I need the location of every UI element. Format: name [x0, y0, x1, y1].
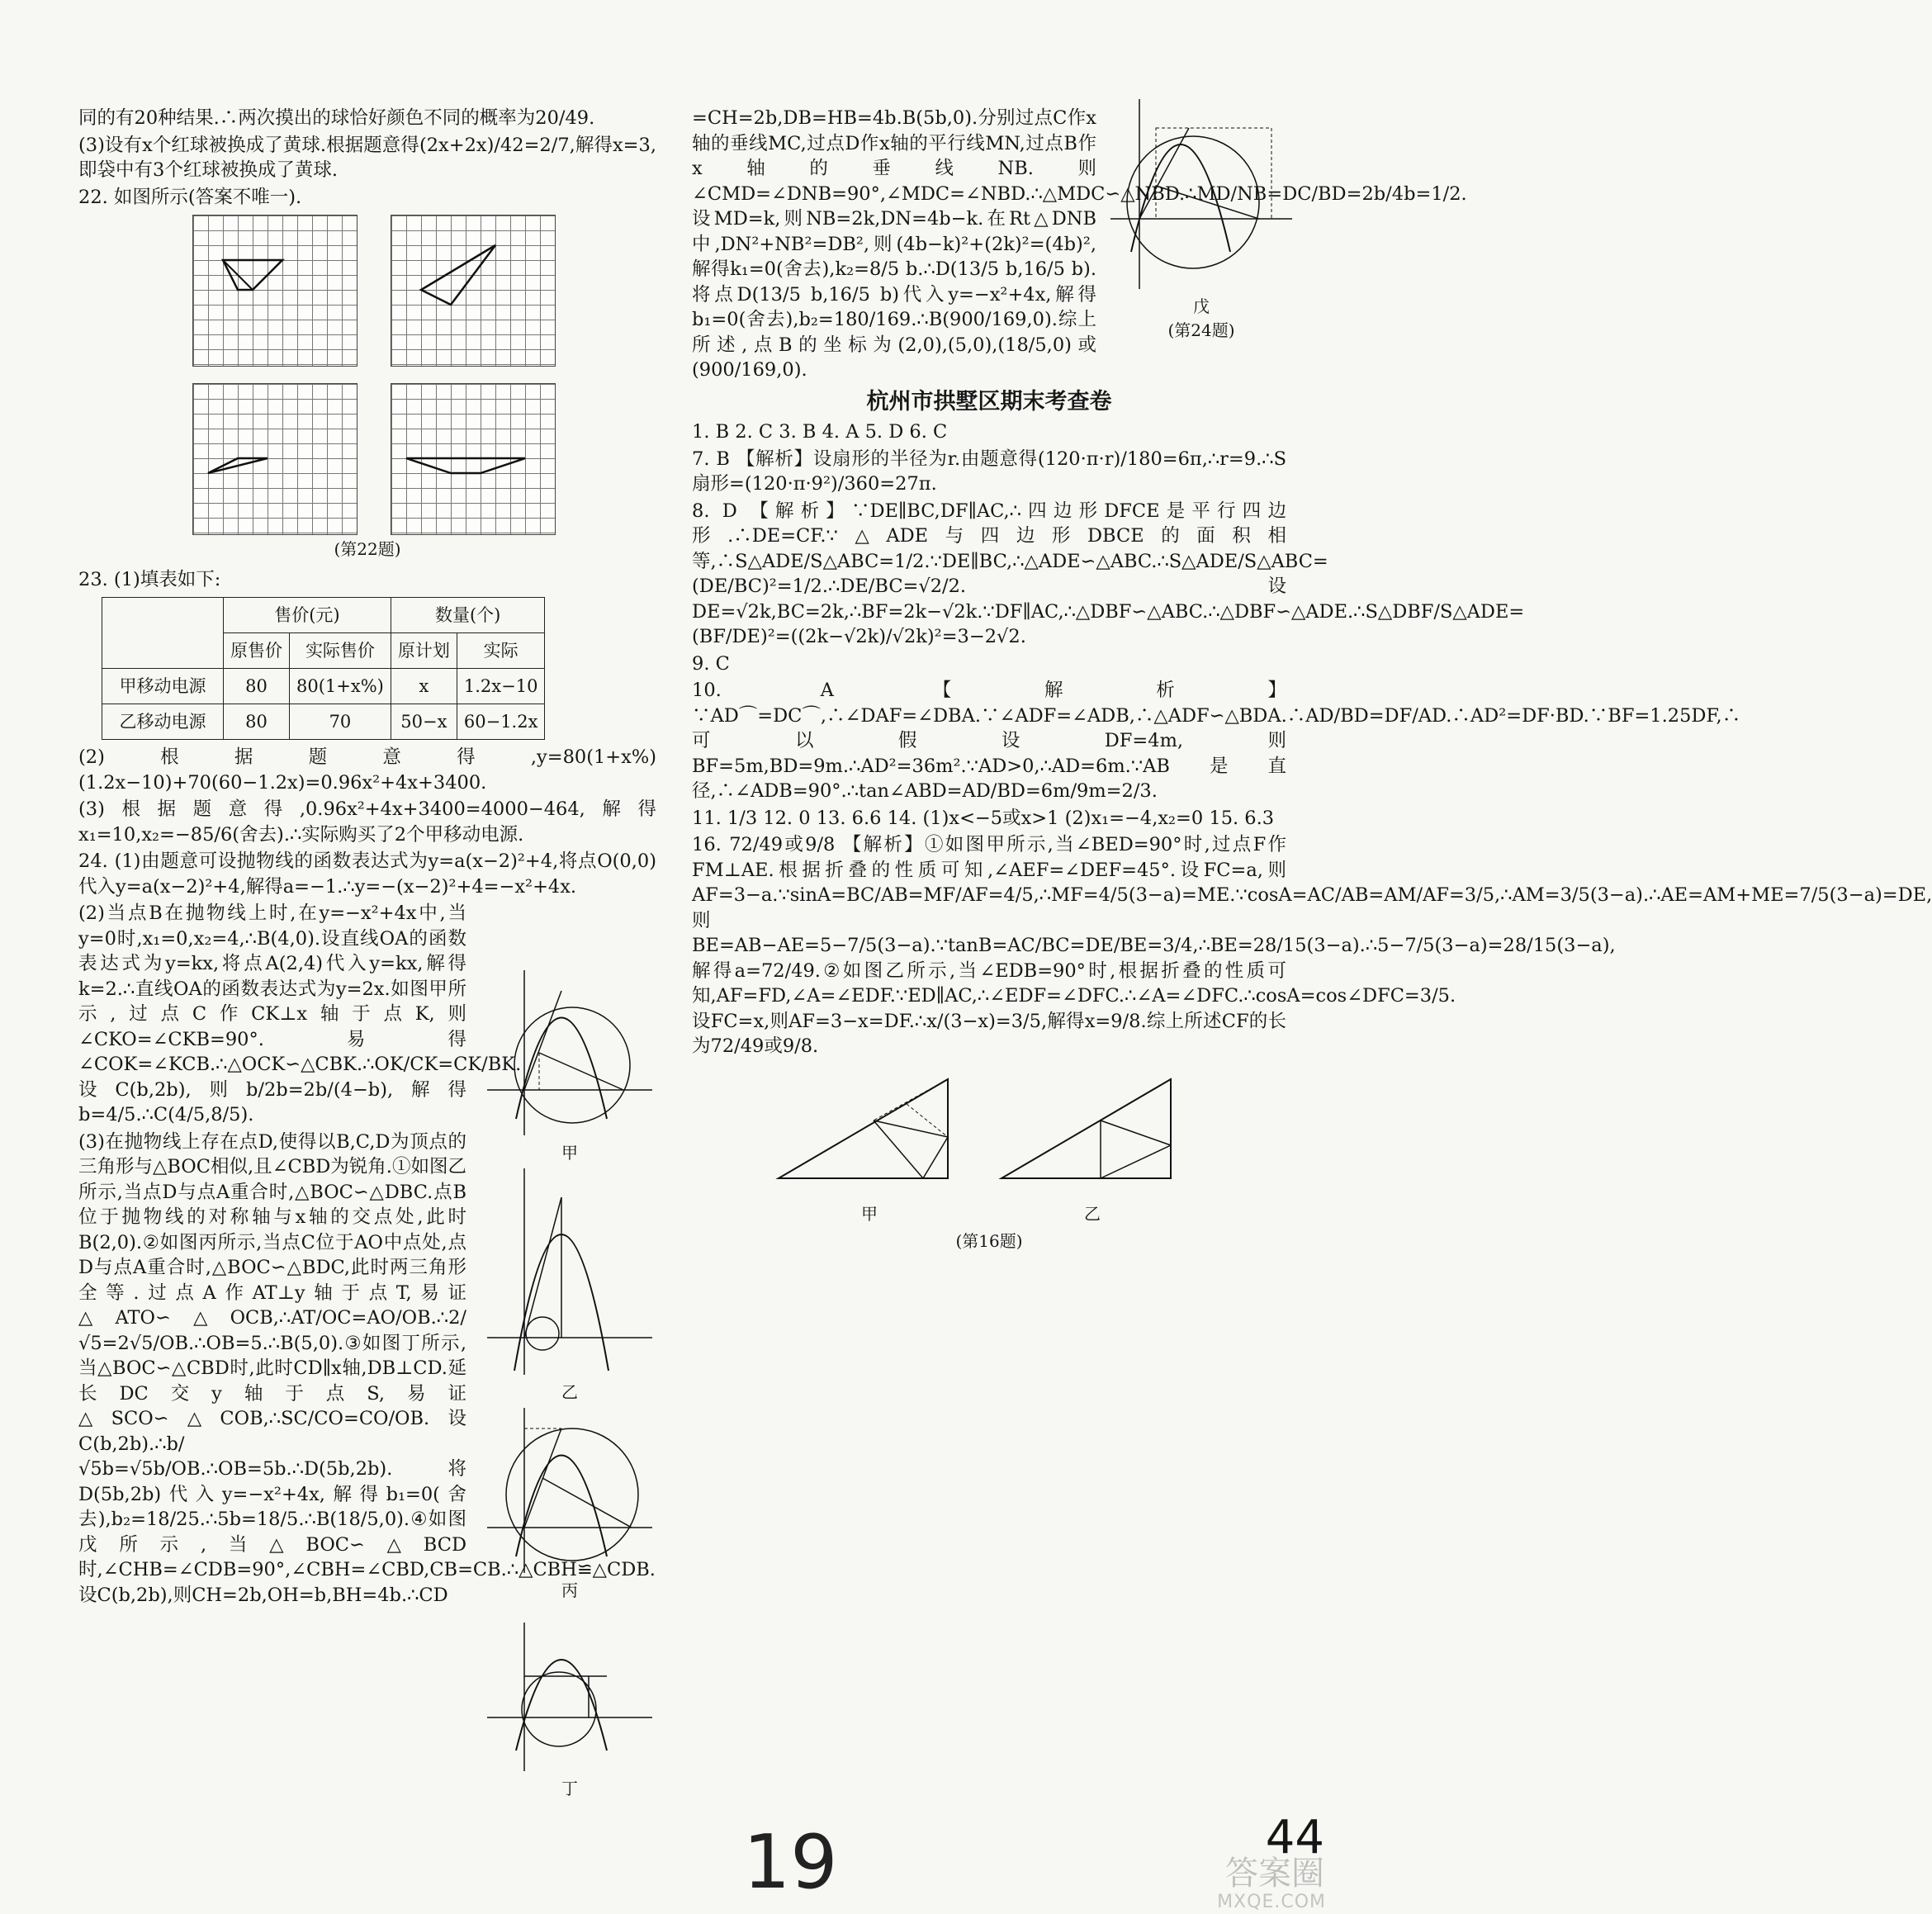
paragraph: (3)在抛物线上存在点D,使得以B,C,D为顶点的三角形与△BOC相似,且∠CBD为锐角.①如图乙所示,当点D与点A重合时,△BOC∽△DBC.点B位于抛物线的对称轴与x轴的交点处,此时B(2,0).②如图丙所示,当点C位于AO中点处,点D与点A重合时,△BOC∽△BDC,此时两三角形全等.过点A作AT⊥y轴于点T,易证△ATO∽△OCB,∴AT/OC=AO/OB.∴2/√5=2√5/OB.∴OB=5.∴B(5,0).③如图丁所示,当△BOC∽△CBD时,此时CD∥x轴,DB⊥CD.延长DC交y轴于点S,易证△SCO∽△COB,∴SC/CO=CO/OB.设C(b,2b).∴b/√5b=√5b/OB.∴OB=5b.∴D(5b,2b).将D(5b,2b)代入y=−x²+4x,解得b₁=0(舍去),b₂=18/25.∴5b=18/5.∴B(18/5,0).④如图戊所示,当△BOC∽△BCD时,∠CHB=∠CDB=90°,∠CBH=∠CBD,CB=CB.∴△CBH≌△CDB.设C(b,2b),则CH=2b,OH=b,BH=4b.∴CD — [78, 1130, 656, 1606]
caption: (第16题) — [955, 1230, 1023, 1251]
answers-row: 11. 1/3 12. 0 13. 6.6 14. (1)x<−5或x>1 (2)x₁=−4,x₂=0 15. 6.3 — [692, 807, 1275, 829]
figure-yi — [483, 1164, 656, 1403]
table-cell: 乙移动电源 — [102, 704, 224, 740]
paragraph: 同的有20种结果.∴两次摸出的球恰好颜色不同的概率为20/49. — [78, 107, 595, 129]
watermark-url: MXQE.COM — [1217, 1892, 1326, 1912]
question-24: 24. (1)由题意可设抛物线的函数表达式为y=a(x−2)²+4,将点O(0,0)代入y=a(x−2)²+4,解得a=−1.∴y=−(x−2)²+4=−x²+4x. — [78, 850, 656, 898]
question-23: 23. (1)填表如下: — [78, 568, 221, 590]
figure-label: 戊 — [1193, 296, 1210, 316]
table-row — [102, 669, 545, 704]
table-header: 数量(个) — [391, 598, 545, 633]
table-cell: 50−x — [391, 704, 457, 740]
figure-label: 乙 — [561, 1382, 578, 1402]
grid-figure — [391, 215, 556, 367]
table-cell: 60−1.2x — [457, 704, 545, 740]
page-number: 44 — [1265, 1811, 1324, 1864]
figure-label: 甲 — [561, 1143, 578, 1163]
paragraph: 16. 72/49或9/8 【解析】①如图甲所示,当∠BED=90°时,过点F作FM⊥AE.根据折叠的性质可知,∠AEF=∠DEF=45°.设FC=a,则AF=3−a.∵sinA=BC/AB=MF/AF=4/5,∴MF=4/5(3−a)=ME.∵cosA=AC/AB=AM/AF=3/5,∴AM=3/5(3−a).∴AE=AM+ME=7/5(3−a)=DE,则BE=AB−AE=5−7/5(3−a).∵tanB=AC/BC=DE/BE=3/4,∴BE=28/15(3−a).∴5−7/5(3−a)=28/15(3−a),解得a=72/49.②如图乙所示,当∠EDB=90°时,根据折叠的性质可知,AF=FD,∠A=∠EDF.∵ED∥AC,∴∠EDF=∠DFC.∴∠A=∠DFC.∴cosA=cos∠DFC=3/5.设FC=x,则AF=3−x=DF.∴x/(3−x)=3/5,解得x=9/8.综上所述CF的长为72/49或9/8. — [692, 834, 1932, 1057]
figure-16-jia — [774, 1071, 964, 1227]
figure-label: 丙 — [561, 1580, 578, 1600]
figure-label: 甲 — [861, 1204, 878, 1224]
figure-16-yi — [997, 1071, 1187, 1227]
figure-label: 乙 — [1084, 1204, 1101, 1224]
table-subheader: 原计划 — [391, 633, 457, 669]
grid-figures-22 — [192, 215, 656, 535]
paragraph: (3)根据题意得,0.96x²+4x+3400=4000−464,解得x₁=10,x₂=−85/6(舍去).∴实际购买了2个甲移动电源. — [78, 798, 656, 846]
paragraph: =CH=2b,DB=HB=4b.B(5b,0).分别过点C作x轴的垂线MC,过点D作x轴的平行线MN,过点B作x轴的垂线NB.则∠CMD=∠DNB=90°,∠MDC=∠NBD.∴△MDC∽△NBD.∴MD/NB=DC/BD=2b/4b=1/2.设MD=k,则NB=2k,DN=4b−k.在Rt△DNB中,DN²+NB²=DB²,则(4b−k)²+(2k)²=(4b)²,解得k₁=0(舍去),k₂=8/5 b.∴D(13/5 b,16/5 b).将点D(13/5 b,16/5 b)代入y=−x²+4x,解得b₁=0(舍去),b₂=180/169.∴B(900/169,0).综上所述,点B的坐标为(2,0),(5,0),(18/5,0)或(900/169,0). — [692, 107, 1467, 381]
table-cell: 70 — [290, 704, 391, 740]
paragraph: (2)当点B在抛物线上时,在y=−x²+4x中,当y=0时,x₁=0,x₂=4,∴B(4,0).设直线OA的函数表达式为y=kx,将点A(2,4)代入y=kx,解得k=2.∴直线OA的函数表达式为y=2x.如图甲所示,过点C作CK⊥x轴于点K,则∠CKO=∠CKB=90°.易得∠COK=∠KCB.∴△OCK∽△CBK.∴OK/CK=CK/BK.设C(b,2b),则b/2b=2b/(4−b),解得b=4/5.∴C(4/5,8/5). — [78, 903, 522, 1125]
figure-bing — [483, 1404, 656, 1601]
table-cell: 80 — [224, 704, 290, 740]
figure-jia — [483, 966, 656, 1163]
figure-label: 丁 — [561, 1779, 578, 1798]
figure-ding — [483, 1618, 656, 1799]
paragraph: (2)根据题意得,y=80(1+x%)(1.2x−10)+70(60−1.2x)=0.96x²+4x+3400. — [78, 746, 656, 794]
grid-figure — [192, 215, 358, 367]
price-table — [102, 597, 545, 740]
table-subheader: 实际售价 — [290, 633, 391, 669]
table-subheader: 原售价 — [224, 633, 290, 669]
caption: (第22题) — [334, 539, 401, 559]
grid-figure — [391, 383, 556, 535]
paragraph: (3)设有x个红球被换成了黄球.根据题意得(2x+2x)/42=2/7,解得x=3,即袋中有3个红球被换成了黄球. — [78, 134, 656, 181]
grid-figure — [192, 383, 358, 535]
answers-row: 1. B 2. C 3. B 4. A 5. D 6. C — [692, 421, 948, 443]
paragraph: 7. B 【解析】设扇形的半径为r.由题意得(120·π·r)/180=6π,∴r=9.∴S扇形=(120·π·9²)/360=27π. — [692, 448, 1286, 495]
table-corner — [102, 598, 224, 669]
watermark-logo: 答案圈 — [1225, 1855, 1324, 1893]
figures-16 — [774, 1071, 1286, 1227]
question-22: 22. 如图所示(答案不唯一). — [78, 186, 302, 208]
caption: (第24题) — [1167, 320, 1235, 340]
table-cell: 80(1+x%) — [290, 669, 391, 704]
table-cell: 80 — [224, 669, 290, 704]
section-title: 杭州市拱墅区期末考查卷 — [866, 388, 1112, 415]
paragraph: 9. C — [692, 652, 730, 675]
table-cell: 甲移动电源 — [102, 669, 224, 704]
table-header: 售价(元) — [224, 598, 391, 633]
table-cell: x — [391, 669, 457, 704]
table-subheader: 实际 — [457, 633, 545, 669]
handwritten-number: 19 — [743, 1819, 838, 1906]
table-cell: 1.2x−10 — [457, 669, 545, 704]
figure-wu — [1106, 95, 1296, 341]
table-row — [102, 704, 545, 740]
paragraph: 8. D 【解析】∵DE∥BC,DF∥AC,∴四边形DFCE是平行四边形.∴DE=CF.∵△ADE与四边形DBCE的面积相等,∴S△ADE/S△ABC=1/2.∵DE∥BC,∴△ADE∽△ABC.∴S△ADE/S△ABC=(DE/BC)²=1/2.∴DE/BC=√2/2.设DE=√2k,BC=2k,∴BF=2k−√2k.∵DF∥AC,∴△DBF∽△ABC.∴△DBF∽△ADE.∴S△DBF/S△ADE=(BF/DE)²=((2k−√2k)/√2k)²=3−2√2. — [692, 500, 1525, 647]
paragraph: 10. A 【解析】∵AD⌒=DC⌒,∴∠DAF=∠DBA.∵∠ADF=∠ADB,∴△ADF∽△BDA.∴AD/BD=DF/AD.∴AD²=DF·BD.∵BF=1.25DF,∴可以假设DF=4m,则BF=5m,BD=9m.∴AD²=36m².∵AD>0,∴AD=6m.∵AB是直径,∴∠ADB=90°.∴tan∠ABD=AD/BD=6m/9m=2/3. — [692, 680, 1741, 802]
